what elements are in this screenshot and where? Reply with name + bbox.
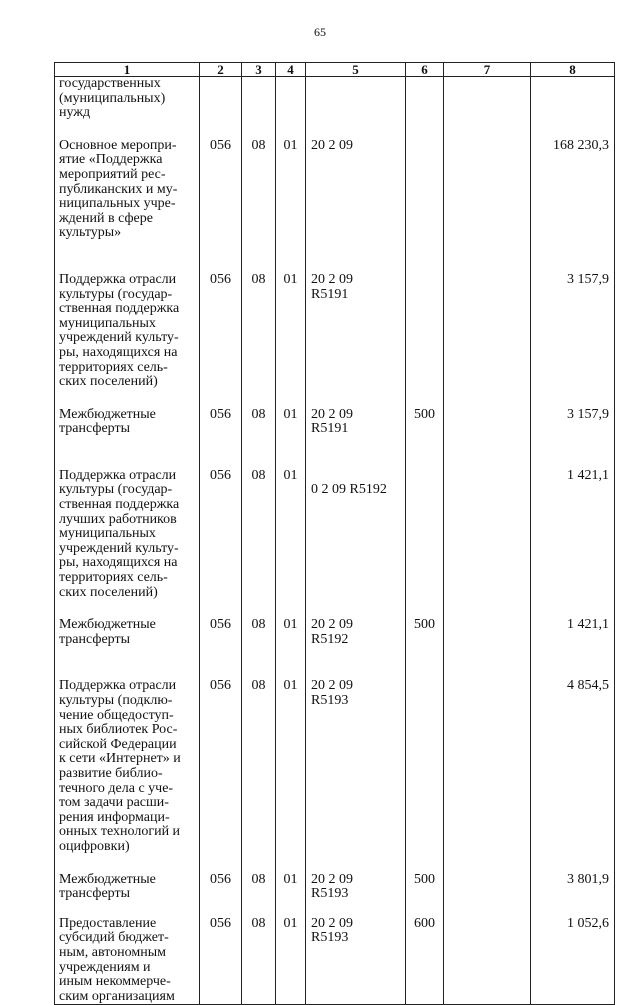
col4-cell: 01 — [276, 873, 306, 917]
col3-cell: 08 — [242, 139, 276, 273]
col2-cell: 056 — [200, 139, 242, 273]
col7-cell — [444, 469, 531, 618]
row-name-cell: Основное меропри- ятие «Поддержка мероприятий рес- публиканских и му- ниципальных учре- ждений в сфере культуры» — [55, 139, 200, 273]
col3-cell: 08 — [242, 873, 276, 917]
column-header: 8 — [531, 63, 615, 77]
col4-cell: 01 — [276, 273, 306, 408]
col3-cell — [242, 77, 276, 139]
col6-cell — [406, 469, 444, 618]
col6-cell: 500 — [406, 873, 444, 917]
column-header: 6 — [406, 63, 444, 77]
code-cell: 20 2 09 R5191 — [306, 273, 406, 408]
amount-cell: 1 421,1 — [531, 618, 615, 679]
row-name-cell: Поддержка отрасли культуры (подклю- чение общедоступ- ных библиотек Рос- сийской Федерации к сети «Интернет» и развитие библио- течного дела с уче- том задачи расши- рения информаци- онных технологий и оцифровки) — [55, 679, 200, 872]
column-header: 4 — [276, 63, 306, 77]
col7-cell — [444, 679, 531, 872]
code-cell: 20 2 09 R5193 — [306, 873, 406, 917]
col2-cell: 056 — [200, 469, 242, 618]
table-row — [55, 917, 615, 1005]
code-cell: 20 2 09 — [306, 139, 406, 273]
code-cell: 20 2 09 R5191 — [306, 408, 406, 469]
column-header: 2 — [200, 63, 242, 77]
col2-cell: 056 — [200, 917, 242, 1005]
col7-cell — [444, 273, 531, 408]
amount-cell: 4 854,5 — [531, 679, 615, 872]
table-row — [55, 873, 615, 917]
amount-cell — [531, 77, 615, 139]
row-name-cell: Предоставление субсидий бюджет- ным, автономным учреждениям и иным некоммерче- ским организациям — [55, 917, 200, 1005]
row-name-cell: Межбюджетные трансферты — [55, 873, 200, 917]
col6-cell — [406, 139, 444, 273]
column-header: 5 — [306, 63, 406, 77]
col6-cell: 500 — [406, 408, 444, 469]
budget-table — [54, 62, 615, 1005]
col3-cell: 08 — [242, 679, 276, 872]
page-number: 65 — [314, 25, 326, 39]
col6-cell: 600 — [406, 917, 444, 1005]
col4-cell: 01 — [276, 139, 306, 273]
col3-cell: 08 — [242, 917, 276, 1005]
table-row — [55, 408, 615, 469]
column-header: 1 — [55, 63, 200, 77]
col6-cell: 500 — [406, 618, 444, 679]
row-name-cell: Поддержка отрасли культуры (государ- ственная поддержка лучших работников муниципальных учреждений культу- ры, находящихся на территориях сель- ских поселений) — [55, 469, 200, 618]
col6-cell — [406, 77, 444, 139]
col3-cell: 08 — [242, 273, 276, 408]
table-row — [55, 469, 615, 618]
col7-cell — [444, 873, 531, 917]
col2-cell: 056 — [200, 873, 242, 917]
amount-cell: 1 421,1 — [531, 469, 615, 618]
code-cell: 20 2 09 R5192 — [306, 618, 406, 679]
table-row — [55, 77, 615, 139]
col4-cell: 01 — [276, 408, 306, 469]
header-row — [55, 63, 615, 77]
col2-cell: 056 — [200, 618, 242, 679]
amount-cell: 3 157,9 — [531, 273, 615, 408]
col6-cell — [406, 273, 444, 408]
column-header: 7 — [444, 63, 531, 77]
col2-cell: 056 — [200, 273, 242, 408]
col4-cell: 01 — [276, 917, 306, 1005]
row-name-cell: государственных (муниципальных) нужд — [55, 77, 200, 139]
col4-cell: 01 — [276, 469, 306, 618]
col2-cell: 056 — [200, 679, 242, 872]
col3-cell: 08 — [242, 618, 276, 679]
col2-cell — [200, 77, 242, 139]
code-cell — [306, 77, 406, 139]
col7-cell — [444, 77, 531, 139]
col3-cell: 08 — [242, 469, 276, 618]
row-name-cell: Межбюджетные трансферты — [55, 618, 200, 679]
table-row — [55, 273, 615, 408]
code-cell: 20 2 09 R5193 — [306, 679, 406, 872]
col6-cell — [406, 679, 444, 872]
code-cell: 0 2 09 R5192 — [306, 469, 406, 618]
col7-cell — [444, 408, 531, 469]
col4-cell: 01 — [276, 679, 306, 872]
amount-cell: 1 052,6 — [531, 917, 615, 1005]
code-cell: 20 2 09 R5193 — [306, 917, 406, 1005]
col7-cell — [444, 139, 531, 273]
col4-cell: 01 — [276, 618, 306, 679]
col7-cell — [444, 618, 531, 679]
row-name-cell: Межбюджетные трансферты — [55, 408, 200, 469]
amount-cell: 3 801,9 — [531, 873, 615, 917]
amount-cell: 3 157,9 — [531, 408, 615, 469]
table-row — [55, 139, 615, 273]
row-name-cell: Поддержка отрасли культуры (государ- ственная поддержка муниципальных учреждений культу- ры, находящихся на территориях сель- ских поселений) — [55, 273, 200, 408]
col2-cell: 056 — [200, 408, 242, 469]
col4-cell — [276, 77, 306, 139]
col3-cell: 08 — [242, 408, 276, 469]
table-row — [55, 679, 615, 872]
col7-cell — [444, 917, 531, 1005]
amount-cell: 168 230,3 — [531, 139, 615, 273]
table-row — [55, 618, 615, 679]
column-header: 3 — [242, 63, 276, 77]
